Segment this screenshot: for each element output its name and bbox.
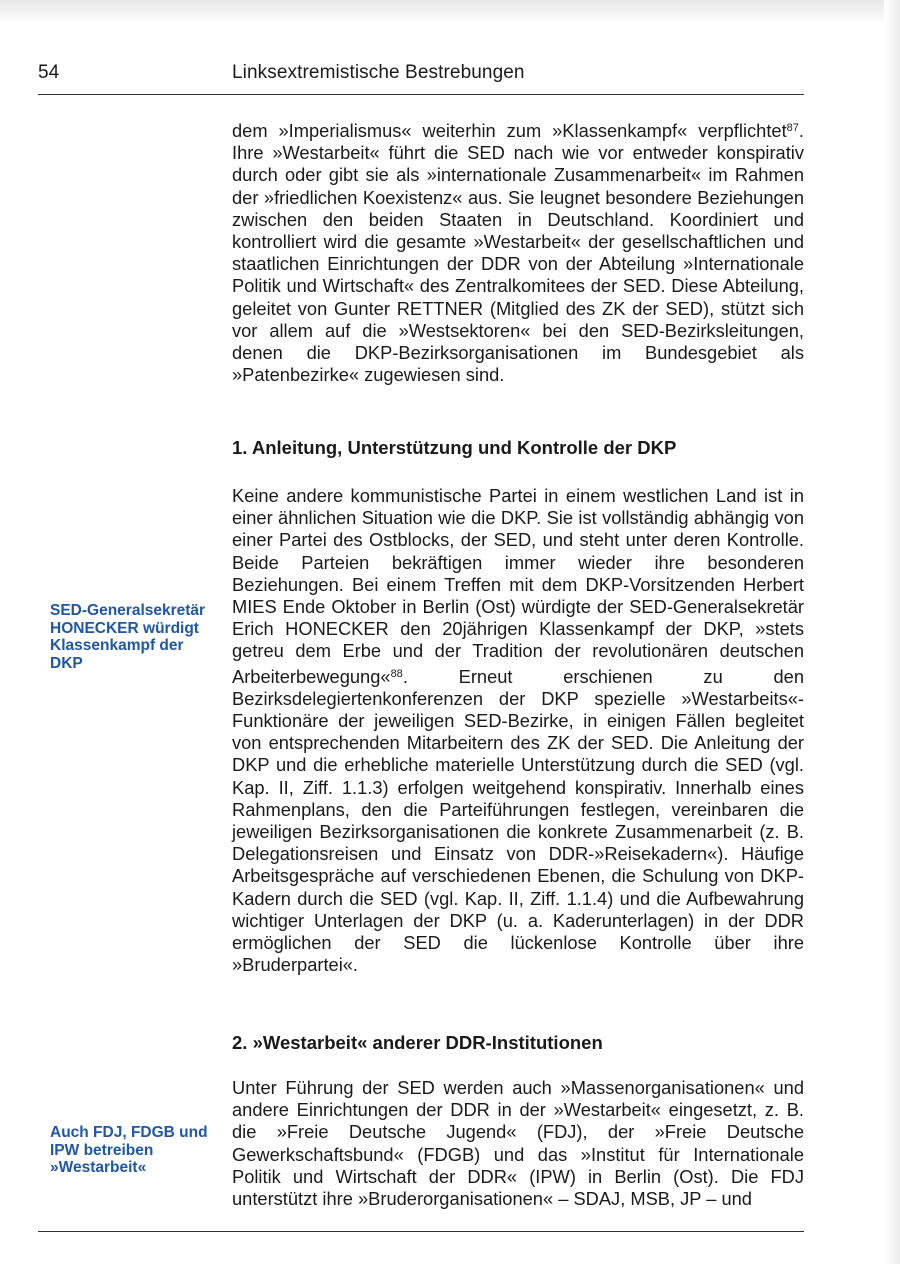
intro-paragraph-block xyxy=(232,117,804,386)
footer-rule xyxy=(38,1231,804,1232)
page-edge-right-shadow xyxy=(884,0,900,1264)
section-1-heading: 1. Anleitung, Unterstützung und Kontrolle der DKP xyxy=(232,437,677,458)
intro-paragraph xyxy=(232,117,804,386)
sidenote-honecker: SED-Generalsekretär HONECKER würdigt Klassenkampf der DKP xyxy=(50,602,206,672)
section-1-paragraph xyxy=(232,485,804,976)
sidenote-fdj-fdgb-ipw: Auch FDJ, FDGB und IPW betreiben »Westarbeit« xyxy=(50,1124,208,1176)
page-edge-shadow xyxy=(0,0,900,24)
page-number: 54 xyxy=(38,62,60,83)
section-1-text-part2: . Erneut erschienen zu den Bezirksdelegiertenkonferenzen der DKP spezielle »Westarbeits«-Funktionäre der jeweiligen SED-Bezirke, in einigen Fällen begleitet von entsprechenden Mitarbeitern des ZK der SED. Die Anleitung der DKP und die erhebliche materielle Unterstützung durch die SED (vgl. Kap. II, Ziff. 1.1.3) erfolgen weitgehend konspirativ. Innerhalb eines Rahmenplans, den die Parteiführungen festlegen, vereinbaren die jeweiligen Bezirksorganisationen die konkrete Zusammenarbeit (z. B. Delegationsreisen und Einsatz von DDR-»Reisekadern«). Häufige Arbeitsgespräche auf verschiedenen Ebenen, die Schulung von DKP-Kadern durch die SED (vgl. Kap. II, Ziff. 1.1.4) und die Aufbewahrung wichtiger Unterlagen der DKP (u. a. Kaderunterlagen) in der DDR ermöglichen der SED die lückenlose Kontrolle über ihre »Bruderpartei«. xyxy=(232,665,804,976)
section-1-text-part1: Keine andere kommunistische Partei in einem westlichen Land ist in einer ähnlichen Situation wie die DKP. Sie ist vollständig abhängig von einer Partei des Ostblocks, der SED, und steht unter deren Kontrolle. Beide Parteien bekräftigen immer wieder ihre besonderen Beziehungen. Bei einem Treffen mit dem DKP-Vorsitzenden Herbert MIES Ende Oktober in Berlin (Ost) würdigte der SED-Generalsekretär Erich HONECKER den 20jährigen Klassenkampf der DKP, »stets getreu dem Erbe und der Tradition der revolutionären deutschen Arbeiterbewegung« xyxy=(232,485,804,687)
footnote-ref-87: 87 xyxy=(786,122,799,134)
footnote-ref-88: 88 xyxy=(390,667,403,680)
section-2-body xyxy=(232,1077,804,1210)
intro-text-part1: dem »Imperialismus« weiterhin zum »Klassenkampf« verpflichtet xyxy=(232,120,787,141)
running-title: Linksextremistische Bestrebungen xyxy=(232,62,525,83)
running-header xyxy=(38,62,804,95)
section-2-heading: 2. »Westarbeit« anderer DDR-Institutionen xyxy=(232,1032,603,1053)
intro-text-part2: . Ihre »Westarbeit« führt die SED nach wie vor entweder konspirativ durch oder gibt sie als »internationale Zusammenarbeit« im Rahmen der »friedlichen Koexistenz« aus. Sie leugnet besondere Beziehungen zwischen den beiden Staaten in Deutschland. Koordiniert und kontrolliert wird die gesamte »Westarbeit« der gesellschaftlichen und staatlichen Einrichtungen der DDR von der Abteilung »Internationale Politik und Wirtschaft« des Zentralkomitees der SED. Diese Abteilung, geleitet von Gunter RETTNER (Mitglied des ZK der SED), stützt sich vor allem auf die »Westsektoren« bei den SED-Bezirksleitungen, denen die DKP-Bezirksorganisationen im Bundesgebiet als »Patenbezirke« zugewiesen sind. xyxy=(232,120,804,386)
section-2-paragraph: Unter Führung der SED werden auch »Massenorganisationen« und andere Einrichtungen der DDR in der »Westarbeit« eingesetzt, z. B. die »Freie Deutsche Jugend« (FDJ), der »Freie Deutsche Gewerkschaftsbund« (FDGB) und das »Institut für Internationale Politik und Wirtschaft der DDR« (IPW) in Berlin (Ost). Die FDJ unterstützt ihre »Bruderorganisationen« – SDAJ, MSB, JP – und xyxy=(232,1077,804,1210)
section-1-body xyxy=(232,485,804,976)
